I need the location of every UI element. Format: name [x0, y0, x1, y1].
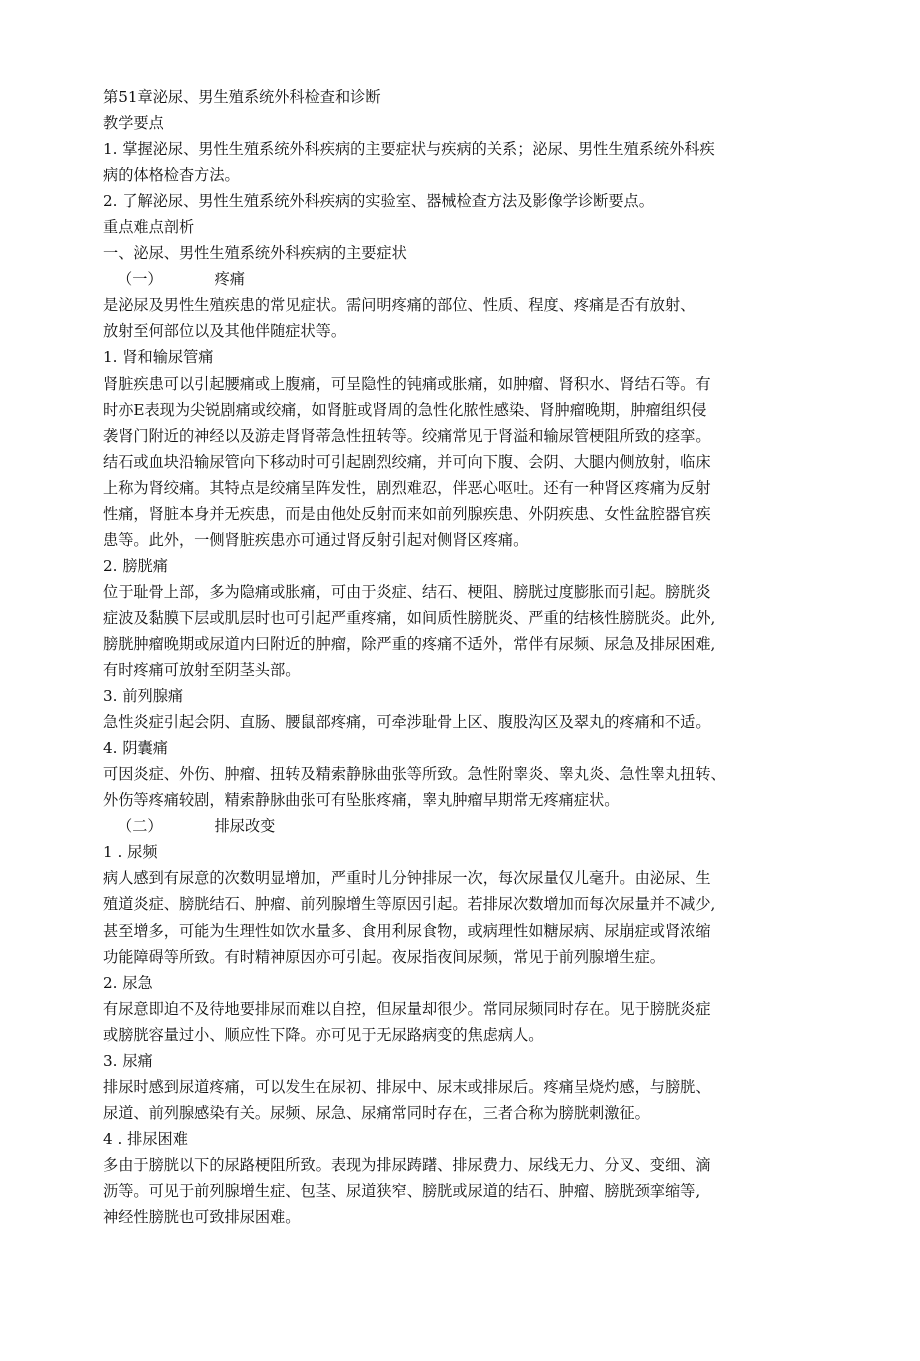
paragraph-line: 有时疼痛可放射至阴茎头部。 — [103, 661, 301, 680]
frequency-heading: 1 . 尿频 — [103, 843, 158, 862]
paragraph-line: 放射至何部位以及其他伴随症状等。 — [103, 322, 346, 341]
paragraph-line: 上称为肾绞痛。其特点是绞痛呈阵发性，剧烈难忍，伴恶心呕吐。还有一种肾区疼痛为反射 — [103, 478, 711, 497]
paragraph-line: 时亦E表现为尖锐剧痛或绞痛，如肾脏或肾周的急性化脓性感染、肾肿瘤晚期，肿瘤组织侵 — [103, 400, 707, 419]
urination-subheading — [103, 813, 803, 839]
document-page — [103, 84, 803, 1230]
paragraph-line: 外伤等疼痛较剧，精索静脉曲张可有坠胀疼痛，睾丸肿瘤早期常无疼痛症状。 — [103, 791, 620, 810]
paragraph-line: 神经性膀胱也可致排尿困难。 — [103, 1208, 301, 1227]
paragraph-line: 尿道、前列腺感染有关。尿频、尿急、尿痛常同时存在，三者合称为膀胱刺激征。 — [103, 1103, 650, 1122]
teaching-point-line: 病的体格检杳方法。 — [103, 166, 240, 185]
prostate-pain-heading: 3. 前列腺痛 — [103, 687, 184, 706]
pain-title: 疼痛 — [214, 270, 245, 289]
paragraph-line: 排尿时感到尿道疼痛，可以发生在尿初、排尿中、尿末或排尿后。疼痛呈烧灼感，与膀胱、 — [103, 1077, 711, 1096]
paragraph-line: 肾脏疾患可以引起腰痛或上腹痛，可呈隐性的钝痛或胀痛，如肿瘤、肾积水、肾结石等。有 — [103, 374, 711, 393]
pain-subheading — [103, 266, 803, 292]
urination-number: （二） — [117, 817, 163, 836]
kidney-pain-heading: 1. 肾和输尿管痛 — [103, 348, 214, 367]
paragraph-line: 结石或血块沿输尿管向下移动时可引起剧烈绞痛，并可向下腹、会阴、大腿内侧放射，临床 — [103, 452, 711, 471]
paragraph-line: 可因炎症、外伤、肿瘤、扭转及精索静脉曲张等所致。急性附睾炎、睾丸炎、急性睾丸扭转、 — [103, 765, 726, 784]
urgency-heading: 2. 尿急 — [103, 973, 153, 992]
urination-title: 排尿改变 — [214, 817, 276, 836]
paragraph-line: 病人感到有尿意的次数明显增加，严重时儿分钟排尿一次，每次尿量仅儿毫升。由泌尿、生 — [103, 869, 711, 888]
chapter-title: 第51章泌尿、男生殖系统外科检查和诊断 — [103, 88, 381, 106]
scrotum-pain-heading: 4. 阴囊痛 — [103, 739, 168, 758]
paragraph-line: 甚至增多，可能为生理性如饮水量多、食用利尿食物，或病理性如糖尿病、尿崩症或肾浓缩 — [103, 921, 711, 940]
paragraph-line: 症波及黏膜下层或肌层时也可引起严重疼痛，如间质性膀胱炎、严重的结核性膀胱炎。此外, — [103, 608, 716, 627]
paragraph-line: 性痛，肾脏本身并无疾患，而是由他处反射而来如前列腺疾患、外阴疾患、女性盆腔器官疾 — [103, 504, 711, 523]
bladder-pain-heading: 2. 膀胱痛 — [103, 556, 168, 575]
teaching-point-line: 1. 掌握泌尿、男性生殖系统外科疾病的主要症状与疾病的关系；泌尿、男性生殖系统外科疾 — [103, 140, 715, 159]
dysuria-heading: 3. 尿痛 — [103, 1051, 153, 1070]
analysis-heading: 重点难点剖析 — [103, 218, 195, 237]
paragraph-line: 沥等。可见于前列腺增生症、包茎、尿道狭窄、膀胱或尿道的结石、肿瘤、膀胱颈挛缩等, — [103, 1181, 701, 1200]
paragraph-line: 或膀胱容量过小、顺应性下降。亦可见于无尿路病变的焦虑病人。 — [103, 1025, 544, 1044]
teaching-points-heading: 教学要点 — [103, 114, 164, 133]
paragraph-line: 功能障碍等所致。有时精神原因亦可引起。夜尿指夜间尿频，常见于前列腺增生症。 — [103, 947, 665, 966]
paragraph-line: 有尿意即迫不及待地要排尿而难以自控，但尿量却很少。常同尿频同时存在。见于膀胱炎症 — [103, 999, 711, 1018]
paragraph-line: 急性炎症引起会阴、直肠、腰鼠部疼痛，可牵涉耻骨上区、腹股沟区及翠丸的疼痛和不适。 — [103, 713, 711, 732]
paragraph-line: 是泌尿及男性生殖疾患的常见症状。需问明疼痛的部位、性质、程度、疼痛是否有放射、 — [103, 296, 696, 315]
paragraph-line: 袭肾门附近的神经以及游走肾肾蒂急性扭转等。绞痛常见于肾溢和输尿管梗阻所致的痉挛。 — [103, 426, 711, 445]
paragraph-line: 膀胱肿瘤晚期或尿道内曰附近的肿瘤，除严重的疼痛不适外，常伴有尿频、尿急及排尿困难, — [103, 634, 716, 653]
paragraph-line: 多由于膀胱以下的尿路梗阻所致。表现为排尿踌躇、排尿费力、尿线无力、分叉、变细、滴 — [103, 1155, 711, 1174]
pain-number: （一） — [117, 270, 163, 289]
section-one-heading: 一、泌尿、男性生殖系统外科疾病的主要症状 — [103, 244, 407, 263]
teaching-point-line: 2. 了解泌尿、男性生殖系统外科疾病的实验室、器械检查方法及影像学诊断要点。 — [103, 192, 654, 211]
paragraph-line: 殖道炎症、膀胱结石、肿瘤、前列腺增生等原因引起。若排尿次数增加而每次尿量并不减少, — [103, 895, 716, 914]
paragraph-line: 位于耻骨上部，多为隐痛或胀痛，可由于炎症、结石、梗阻、膀胱过度膨胀而引起。膀胱炎 — [103, 582, 711, 601]
difficulty-heading: 4 . 排尿困难 — [103, 1129, 188, 1148]
paragraph-line: 患等。此外，一侧肾脏疾患亦可通过肾反射引起对侧肾区疼痛。 — [103, 530, 529, 549]
